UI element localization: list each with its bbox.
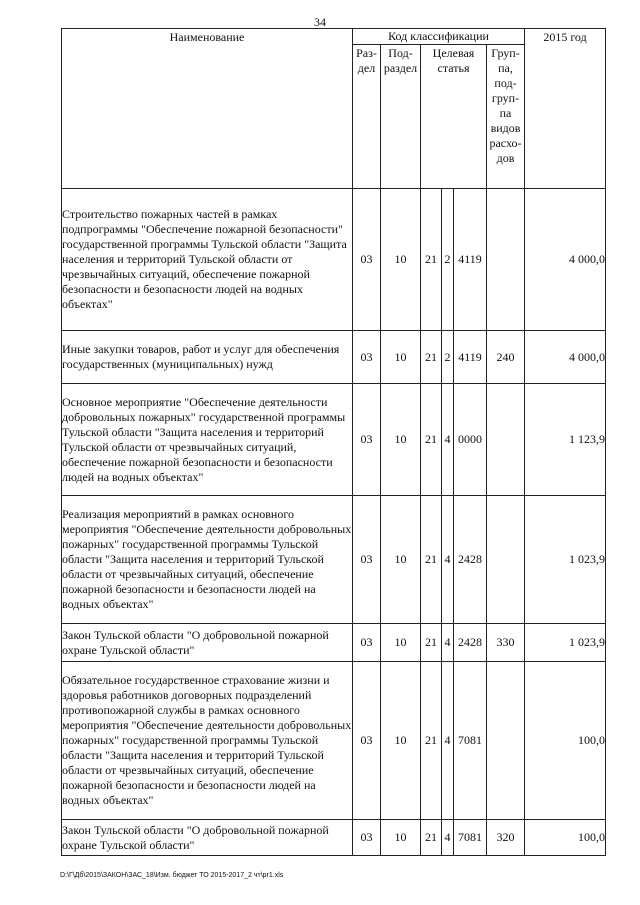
row-section: 03: [353, 496, 381, 624]
row-amount: 100,0: [525, 662, 606, 820]
table-row: [62, 189, 606, 331]
header-subsection: Под- раздел: [381, 45, 421, 189]
row-name: Основное мероприятие "Обеспечение деятельности добровольных пожарных" государственной программы Тульской области "Защита населения и территорий Тульской области от чрезвычайных ситуаций, обеспечение пожарной безопасности и безопасности людей на водных объектах": [62, 384, 353, 496]
row-section: 03: [353, 331, 381, 384]
row-target-1: 21: [421, 496, 442, 624]
row-subsection: 10: [381, 662, 421, 820]
row-target-2: 4: [442, 624, 454, 662]
row-target-1: 21: [421, 331, 442, 384]
table-row: [62, 496, 606, 624]
header-name: Наименование: [62, 29, 353, 189]
row-target-2: 4: [442, 820, 454, 856]
row-amount: 1 123,9: [525, 384, 606, 496]
row-group: [487, 384, 525, 496]
row-subsection: 10: [381, 331, 421, 384]
table-row: [62, 624, 606, 662]
row-group: 240: [487, 331, 525, 384]
row-target-2: 2: [442, 189, 454, 331]
row-section: 03: [353, 384, 381, 496]
row-subsection: 10: [381, 820, 421, 856]
page-number: 34: [314, 15, 326, 29]
row-target-3: 7081: [454, 662, 487, 820]
table-row: [62, 331, 606, 384]
budget-table: [61, 28, 606, 856]
row-target-3: 2428: [454, 496, 487, 624]
row-subsection: 10: [381, 496, 421, 624]
row-name: Обязательное государственное страхование жизни и здоровья работников договорных подразделений противопожарной службы в рамках основного мероприятия "Обеспечение деятельности добровольных пожарных" государственной программы Тульской области "Защита населения и территорий Тульской области от чрезвычайных ситуаций, обеспечение пожарной безопасности и безопасности людей на водных объектах": [62, 662, 353, 820]
row-target-3: 7081: [454, 820, 487, 856]
row-subsection: 10: [381, 189, 421, 331]
row-section: 03: [353, 189, 381, 331]
row-target-2: 4: [442, 384, 454, 496]
table-row: [62, 820, 606, 856]
file-path-footer: D:\Г\Дб\2015\ЗАКОН\ЗАС_18\Изм. бюджет ТО 2015-2017_2 чт\pr1.xls: [60, 872, 284, 879]
row-group: [487, 189, 525, 331]
row-section: 03: [353, 662, 381, 820]
table-row: [62, 384, 606, 496]
row-amount: 4 000,0: [525, 189, 606, 331]
row-group: 330: [487, 624, 525, 662]
header-section: Раз- дел: [353, 45, 381, 189]
row-group: 320: [487, 820, 525, 856]
table-row: [62, 662, 606, 820]
row-target-3: 0000: [454, 384, 487, 496]
header-code-group: Код классификации: [353, 29, 525, 45]
row-group: [487, 496, 525, 624]
row-target-1: 21: [421, 189, 442, 331]
row-amount: 100,0: [525, 820, 606, 856]
header-expense-type: Груп- па, под- груп- па видов расхо- дов: [487, 45, 525, 189]
row-amount: 1 023,9: [525, 624, 606, 662]
header-target-article: Целевая статья: [421, 45, 487, 189]
row-name: Строительство пожарных частей в рамках подпрограммы "Обеспечение пожарной безопасности" государственной программы Тульской области "Защита населения и территорий Тульской области от чрезвычайных ситуаций, обеспечение пожарной безопасности и безопасности людей на водных объектах": [62, 189, 353, 331]
row-target-1: 21: [421, 624, 442, 662]
row-target-2: 4: [442, 496, 454, 624]
row-target-1: 21: [421, 820, 442, 856]
row-target-1: 21: [421, 662, 442, 820]
row-target-3: 4119: [454, 331, 487, 384]
row-subsection: 10: [381, 384, 421, 496]
row-target-2: 2: [442, 331, 454, 384]
header-year: 2015 год: [525, 29, 606, 189]
row-amount: 1 023,9: [525, 496, 606, 624]
row-name: Реализация мероприятий в рамках основного мероприятия "Обеспечение деятельности добровольных пожарных" государственной программы Тульской области "Защита населения и территорий Тульской области от чрезвычайных ситуаций, обеспечение пожарной безопасности и безопасности людей на водных объектах": [62, 496, 353, 624]
row-target-1: 21: [421, 384, 442, 496]
row-section: 03: [353, 624, 381, 662]
row-target-3: 4119: [454, 189, 487, 331]
row-subsection: 10: [381, 624, 421, 662]
row-name: Иные закупки товаров, работ и услуг для обеспечения государственных (муниципальных) нужд: [62, 331, 353, 384]
row-amount: 4 000,0: [525, 331, 606, 384]
row-name: Закон Тульской области "О добровольной пожарной охране Тульской области": [62, 624, 353, 662]
row-section: 03: [353, 820, 381, 856]
row-group: [487, 662, 525, 820]
row-name: Закон Тульской области "О добровольной пожарной охране Тульской области": [62, 820, 353, 856]
row-target-3: 2428: [454, 624, 487, 662]
row-target-2: 4: [442, 662, 454, 820]
